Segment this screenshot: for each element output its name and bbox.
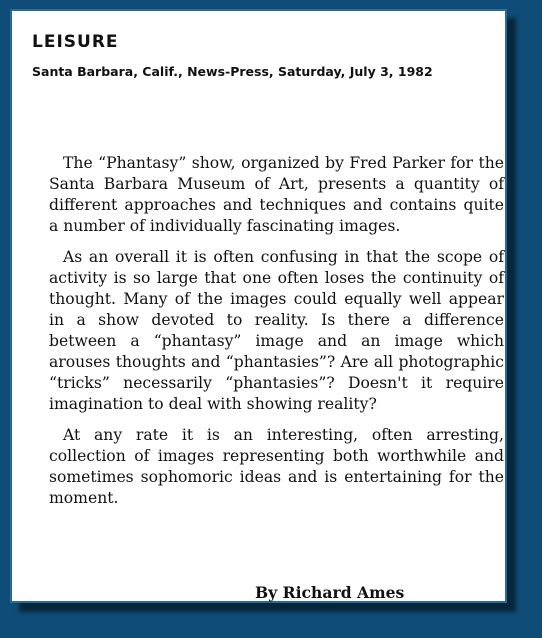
newspaper-clipping xyxy=(10,9,507,603)
dateline: Santa Barbara, Calif., News-Press, Saturday, July 3, 1982 xyxy=(32,64,433,79)
paragraph-1: The “Phantasy” show, organized by Fred Parker for the Santa Barbara Museum of Art, presents a quantity of different approaches and techniques and contains quite a number of individually fascinating images. xyxy=(49,154,504,235)
section-heading: LEISURE xyxy=(32,32,119,52)
article-body xyxy=(49,153,504,509)
byline: By Richard Ames xyxy=(255,583,405,602)
paragraph-3: At any rate it is an interesting, often arresting, collection of images representing both worthwhile and sometimes sophomoric ideas and is entertaining for the moment. xyxy=(49,426,504,507)
paragraph-2: As an overall it is often confusing in that the scope of activity is so large that one often loses the continuity of thought. Many of the images could equally well appear in a show devoted to reality. Is there a difference between a “phantasy” image and an image which arouses thoughts and “phantasies”? Are all photographic “tricks” necessarily “phantasies”? Doesn't it require imagination to deal with showing reality? xyxy=(49,248,504,413)
